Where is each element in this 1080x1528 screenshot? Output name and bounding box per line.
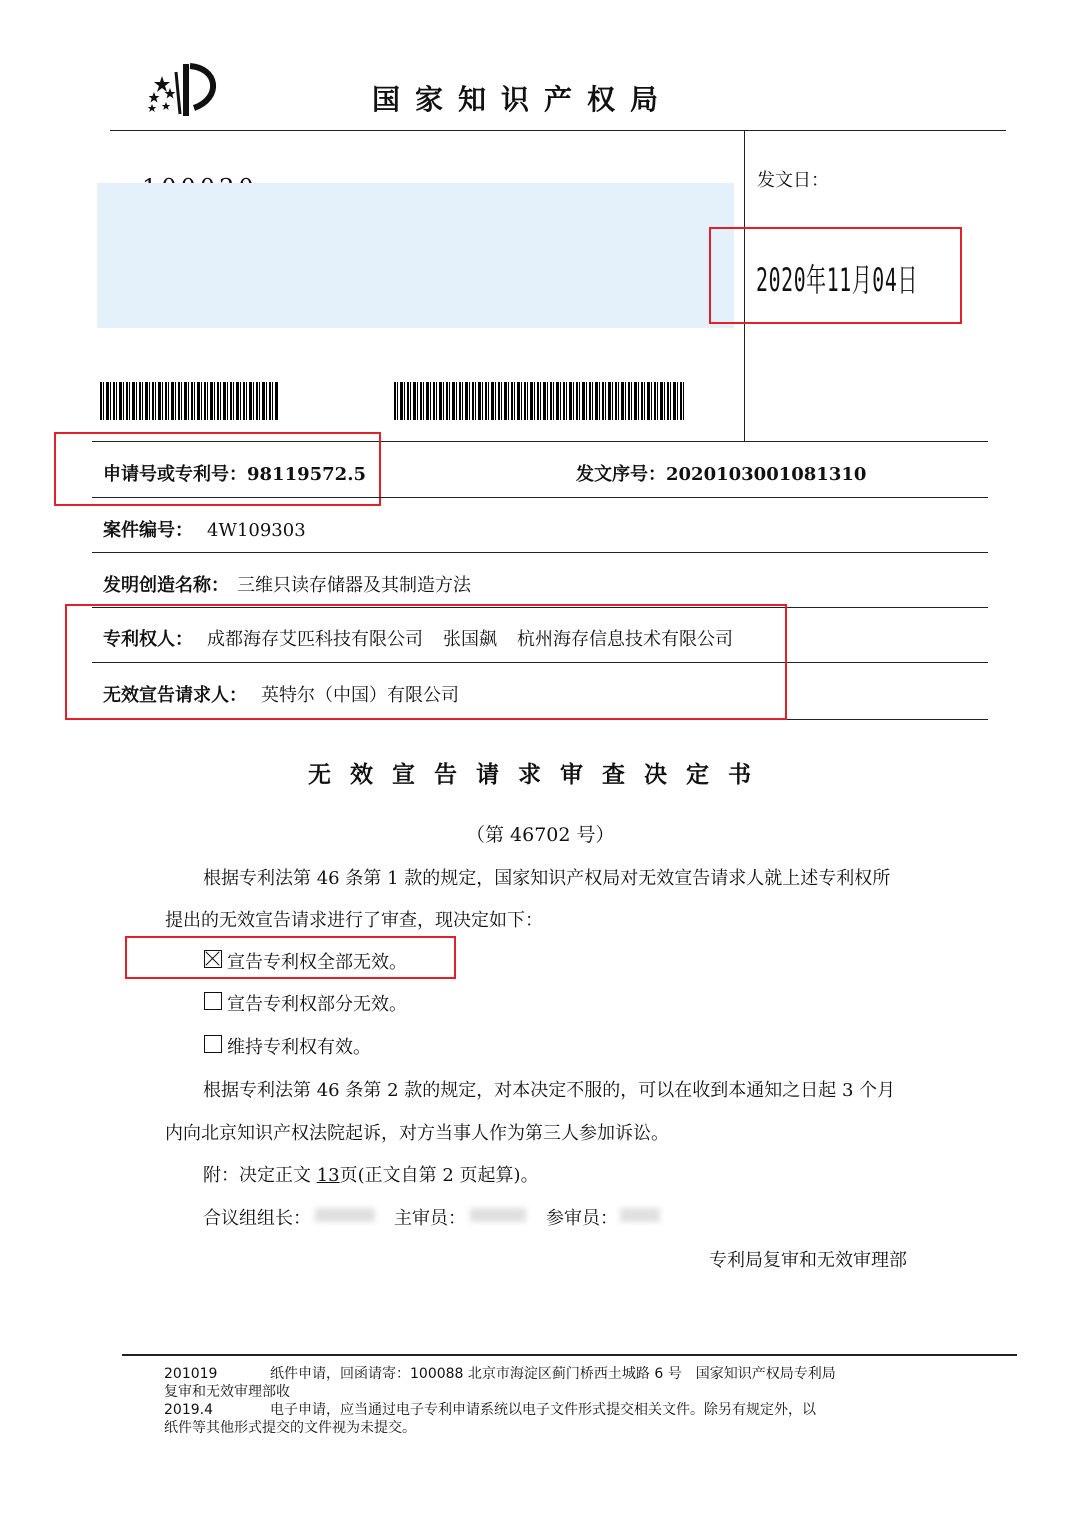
footer-code-1: 201019 [164, 1366, 218, 1382]
chief-examiner-name-redacted [470, 1208, 526, 1222]
para1-line1: 根据专利法第 46 条第 1 款的规定，国家知识产权局对无效宣告请求人就上述专利权所 [203, 868, 891, 889]
barcode-left [100, 382, 278, 420]
para1-line2: 提出的无效宣告请求进行了审查，现决定如下： [165, 910, 543, 931]
attachment-suffix: 页(正文自第 2 页起算)。 [339, 1165, 539, 1186]
requester-label: 无效宣告请求人： [103, 685, 247, 706]
chief-examiner-label: 主审员： [394, 1208, 466, 1229]
option-label-2: 宣告专利权部分无效。 [227, 994, 407, 1015]
highlight-parties [65, 604, 787, 720]
info-row-line-2 [92, 497, 988, 498]
case-row [103, 516, 306, 542]
case-label: 案件编号： [103, 520, 193, 541]
panel-leader-name-redacted [315, 1208, 375, 1222]
barcode-right [394, 382, 686, 420]
address-redaction [97, 183, 734, 328]
option-label-1: 宣告专利权全部无效。 [227, 952, 407, 973]
panel-leader-label: 合议组组长： [203, 1208, 311, 1229]
examiner-label: 参审员： [546, 1208, 618, 1229]
case-value: 4W109303 [207, 520, 306, 541]
serial-row [576, 460, 866, 486]
footer-line-1: 纸件申请，回函请寄：100088 北京市海淀区蓟门桥西土城路 6 号 国家知识产权局专利局 [270, 1366, 836, 1382]
invention-value: 三维只读存储器及其制造方法 [237, 575, 471, 596]
cnipa-logo-icon [140, 58, 230, 120]
app-no-value: 98119572.5 [247, 464, 366, 485]
patentee-3: 杭州海存信息技术有限公司 [517, 629, 733, 650]
footer-divider [122, 1354, 1017, 1356]
highlight-issue-date [709, 227, 962, 324]
highlight-decision-option [125, 936, 456, 979]
option-label-3: 维持专利权有效。 [227, 1037, 371, 1058]
para2-line2: 内向北京知识产权法院起诉，对方当事人作为第三人参加诉讼。 [165, 1123, 669, 1144]
decision-number: （第 46702 号） [466, 824, 615, 846]
attachment-line [203, 1161, 539, 1187]
attachment-prefix: 附：决定正文 [203, 1165, 311, 1186]
footer-line-2: 电子申请，应当通过电子专利申请系统以电子文件形式提交相关文件。除另有规定外，以 [270, 1402, 816, 1418]
serial-label: 发文序号： [576, 464, 666, 485]
decision-title: 无效宣告请求审查决定书 [308, 762, 770, 788]
para2-line1: 根据专利法第 46 条第 2 款的规定，对本决定不服的，可以在收到本通知之日起 3 个月 [203, 1080, 896, 1101]
header-divider [110, 130, 1006, 131]
patentee-2: 张国飙 [443, 629, 497, 650]
patentee-label: 专利权人： [103, 629, 193, 650]
footer-line-1b: 复审和无效审理部收 [164, 1384, 290, 1400]
serial-value: 2020103001081310 [666, 464, 867, 485]
highlight-app-no [54, 432, 381, 506]
examiner-name-redacted [620, 1208, 660, 1222]
invention-label: 发明创造名称： [103, 575, 229, 596]
app-no-label: 申请号或专利号： [103, 464, 247, 485]
footer-code-2: 2019.4 [164, 1402, 213, 1418]
invention-row [103, 571, 471, 597]
option-checkbox-3 [204, 1035, 222, 1053]
patentee-1: 成都海存艾匹科技有限公司 [207, 629, 423, 650]
footer-line-2b: 纸件等其他形式提交的文件视为未提交。 [164, 1420, 416, 1436]
issue-date-label: 发文日： [757, 170, 829, 191]
issuing-department: 专利局复审和无效审理部 [709, 1250, 907, 1271]
requester-value: 英特尔（中国）有限公司 [261, 685, 459, 706]
agency-name: 国家知识产权局 [372, 83, 674, 116]
info-row-line-3 [92, 552, 988, 553]
option-checkbox-2 [204, 992, 222, 1010]
attachment-pages: 13 [316, 1165, 340, 1186]
issue-date-value: 2020年11月04日 [756, 261, 918, 299]
